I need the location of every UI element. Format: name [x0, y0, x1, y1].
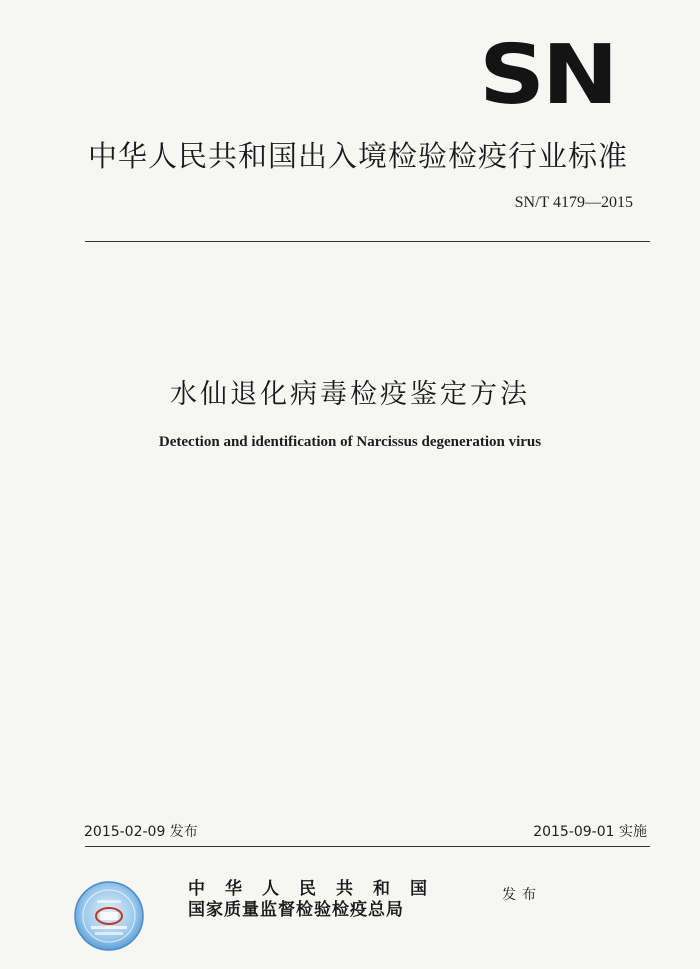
standard-number: SN/T 4179—2015 [514, 194, 633, 211]
publisher-agency: 国家质量监督检验检疫总局 [188, 900, 404, 920]
anti-counterfeit-seal-icon [73, 880, 145, 952]
title-chinese: 水仙退化病毒检疫鉴定方法 [170, 379, 530, 410]
publish-label: 发布 [502, 887, 542, 903]
title-english: Detection and identification of Narcissus degeneration virus [158, 434, 542, 450]
org-title: 中华人民共和国出入境检验检疫行业标准 [88, 139, 629, 173]
top-divider [85, 241, 650, 242]
bottom-divider [85, 846, 650, 847]
issue-date: 2015-02-09 发布 [84, 824, 198, 840]
publisher-country: 中华人民共和国 [188, 879, 447, 899]
sn-logo: SN [479, 28, 616, 123]
implement-date: 2015-09-01 实施 [533, 824, 647, 840]
